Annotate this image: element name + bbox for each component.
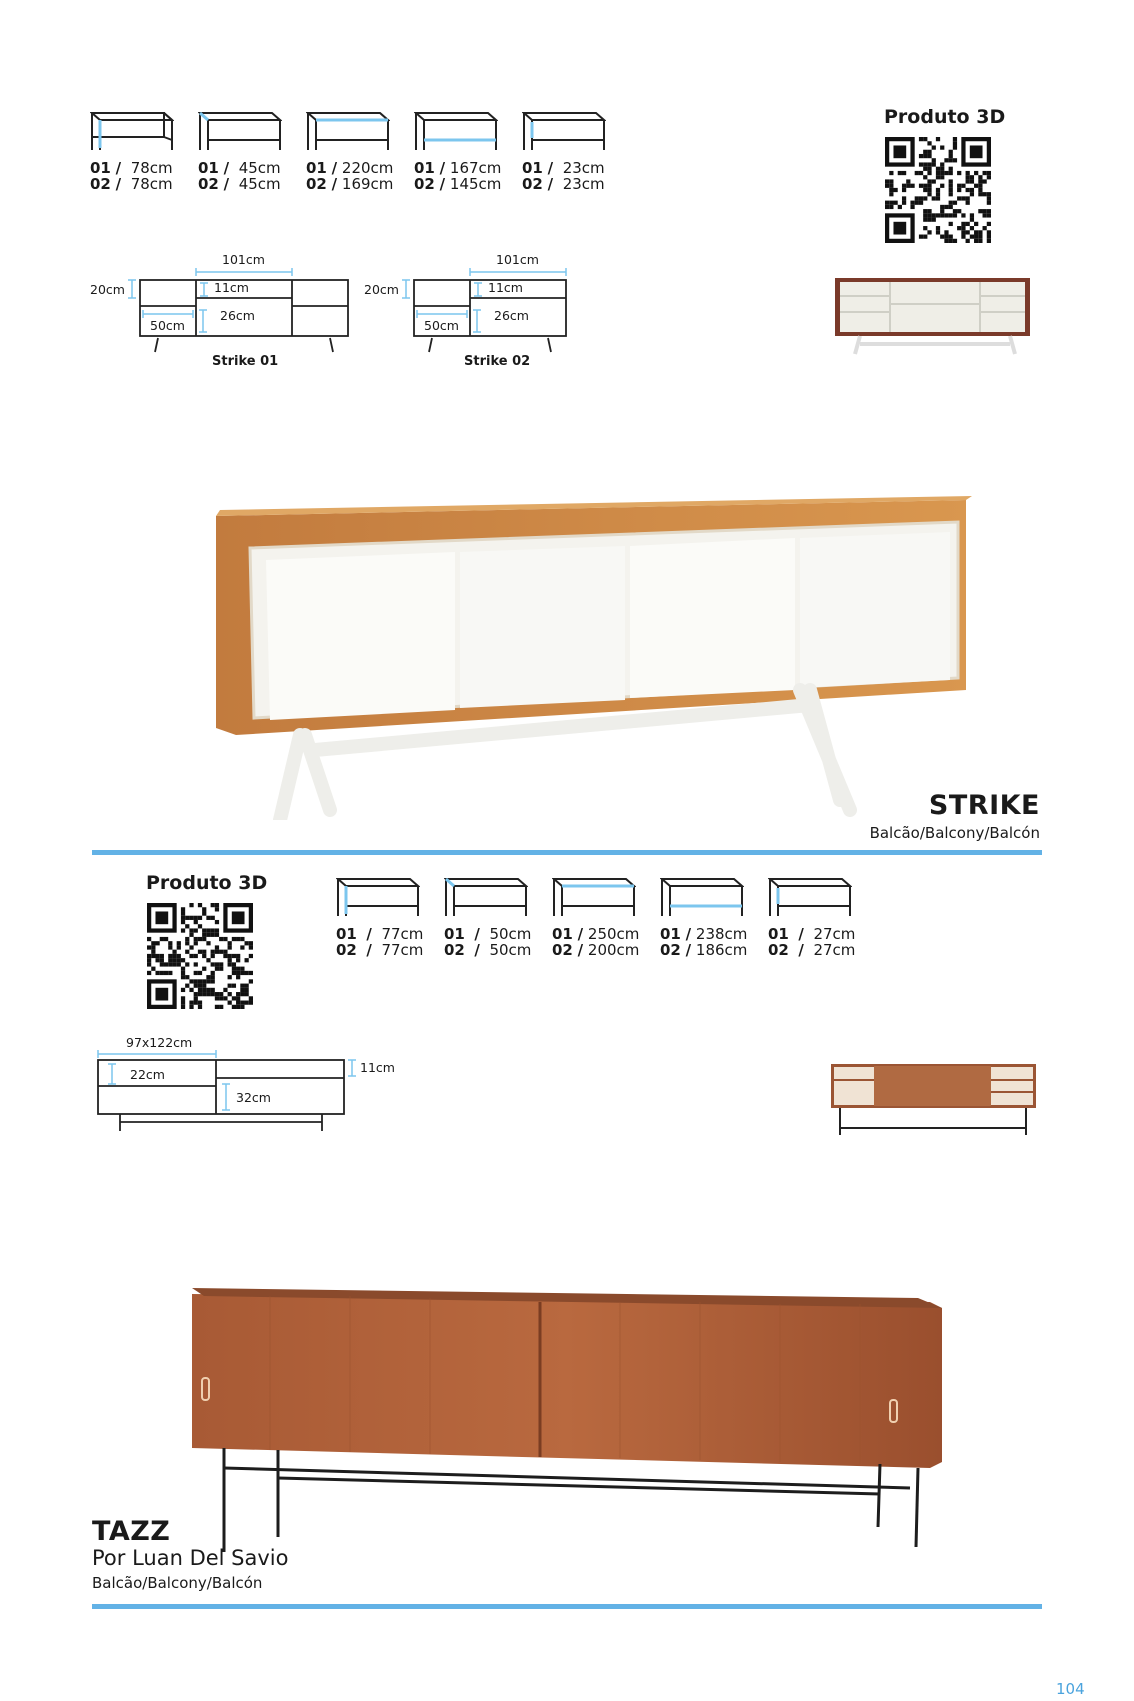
section-divider: [92, 850, 1042, 855]
strike-size-icons: [90, 108, 630, 198]
width-dimension-icon: [552, 874, 636, 919]
strike-product-photo: [210, 490, 980, 820]
leg-height-dimension-icon: [522, 108, 606, 153]
tazz-diagram: 97x122cm 22cm 32cm 11cm: [90, 1030, 430, 1140]
strike-size-3: 01 / 167cm 02 / 145cm: [414, 159, 502, 193]
strike-qr-code[interactable]: [885, 137, 991, 243]
tazz-size-1: 01 / 50cm 02 / 50cm: [444, 925, 532, 959]
strike-size-1: 01 / 45cm 02 / 45cm: [198, 159, 281, 193]
strike-size-0: 01 / 78cm 02 / 78cm: [90, 159, 173, 193]
inner-width-dimension-icon: [660, 874, 744, 919]
width-dimension-icon: [306, 108, 390, 153]
strike-title: STRIKE: [928, 790, 1040, 821]
depth-dimension-icon: [444, 874, 528, 919]
tazz-qr-code[interactable]: [147, 903, 253, 1009]
tazz-size-0: 01 / 77cm 02 / 77cm: [336, 925, 424, 959]
strike-size-2: 01 / 220cm 02 / 169cm: [306, 159, 394, 193]
depth-dimension-icon: [198, 108, 282, 153]
page-number: 104: [1056, 1680, 1085, 1698]
inner-width-dimension-icon: [414, 108, 498, 153]
tazz-size-4: 01 / 27cm 02 / 27cm: [768, 925, 856, 959]
tazz-author: Por Luan Del Savio: [92, 1546, 289, 1570]
tazz-size-2: 01 / 250cm 02 / 200cm: [552, 925, 640, 959]
leg-height-dimension-icon: [768, 874, 852, 919]
strike-02-diagram: 101cm 20cm 11cm 26cm 50cm Strike 02: [364, 250, 634, 370]
strike-subtitle: Balcão/Balcony/Balcón: [869, 824, 1040, 842]
strike-qr-label: Produto 3D: [884, 106, 1006, 128]
tazz-open-photo: [826, 1060, 1041, 1140]
tazz-size-icons: [336, 874, 876, 964]
height-dimension-icon: [90, 108, 174, 153]
footer-divider: [92, 1604, 1042, 1609]
tazz-subtitle: Balcão/Balcony/Balcón: [92, 1574, 263, 1592]
height-dimension-icon: [336, 874, 420, 919]
strike-open-photo: [830, 268, 1040, 358]
tazz-product-photo: [190, 1282, 950, 1552]
tazz-size-3: 01 / 238cm 02 / 186cm: [660, 925, 748, 959]
tazz-title: TAZZ: [92, 1516, 171, 1547]
strike-01-diagram: 101cm 20cm 11cm 26cm 50cm Strike 01: [90, 250, 360, 370]
strike-size-4: 01 / 23cm 02 / 23cm: [522, 159, 605, 193]
tazz-qr-label: Produto 3D: [146, 872, 268, 894]
